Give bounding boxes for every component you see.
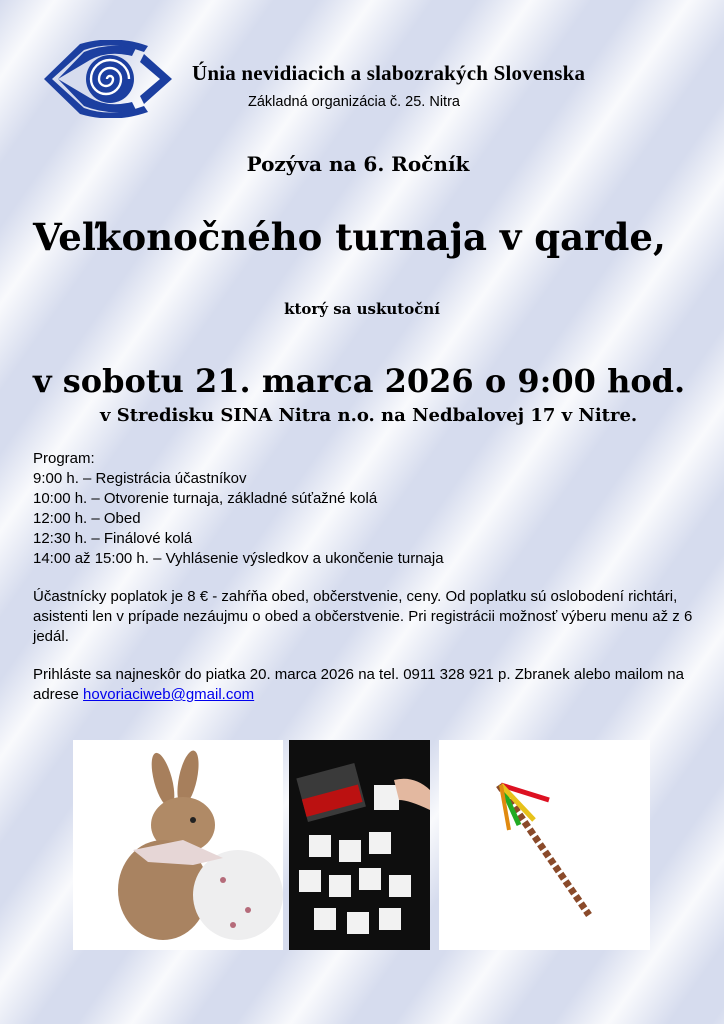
organization-name: Únia nevidiacich a slabozrakých Slovenska bbox=[192, 61, 586, 85]
program-item: 12:30 h. – Finálové kolá bbox=[33, 530, 193, 547]
program-section bbox=[33, 449, 693, 569]
easter-bunny-image bbox=[73, 740, 283, 950]
program-item: 12:00 h. – Obed bbox=[33, 510, 141, 527]
easter-whip-image bbox=[439, 740, 650, 950]
program-item: 9:00 h. – Registrácia účastníkov bbox=[33, 470, 247, 487]
organization-logo bbox=[44, 40, 174, 118]
program-item: 14:00 až 15:00 h. – Vyhlásenie výsledkov a ukončenie turnaja bbox=[33, 550, 444, 567]
event-date: v sobotu 21. marca 2026 o 9:00 hod. bbox=[33, 362, 686, 400]
invite-text: Pozýva na 6. Ročník bbox=[246, 152, 470, 176]
event-subtitle: ktorý sa uskutoční bbox=[284, 300, 440, 318]
program-heading: Program: bbox=[33, 450, 95, 467]
invite-line bbox=[0, 152, 724, 176]
fee-paragraph: Účastnícky poplatok je 8 € - zahŕňa obed, občerstvenie, ceny. Od poplatku sú oslobodení richtári, asistenti len v prípade nezáujmu o obed a občerstvenie. Pri registrácii možnosť výberu menu až z 6 jedál. bbox=[33, 588, 693, 645]
qarde-cards-image bbox=[289, 740, 430, 950]
contact-text: Prihláste sa najneskôr do piatka 20. marca 2026 na tel. 0911 328 921 p. Zbranek alebo mailom na adrese bbox=[33, 666, 684, 703]
event-place: v Stredisku SINA Nitra n.o. na Nedbalovej 17 v Nitre. bbox=[100, 405, 638, 426]
email-link[interactable]: hovoriaciweb@gmail.com bbox=[83, 686, 255, 703]
branch-name: Základná organizácia č. 25. Nitra bbox=[248, 94, 460, 110]
event-title: Veľkonočného turnaja v qarde, bbox=[33, 215, 666, 259]
program-item: 10:00 h. – Otvorenie turnaja, základné súťažné kolá bbox=[33, 490, 378, 507]
contact-paragraph bbox=[33, 665, 693, 705]
